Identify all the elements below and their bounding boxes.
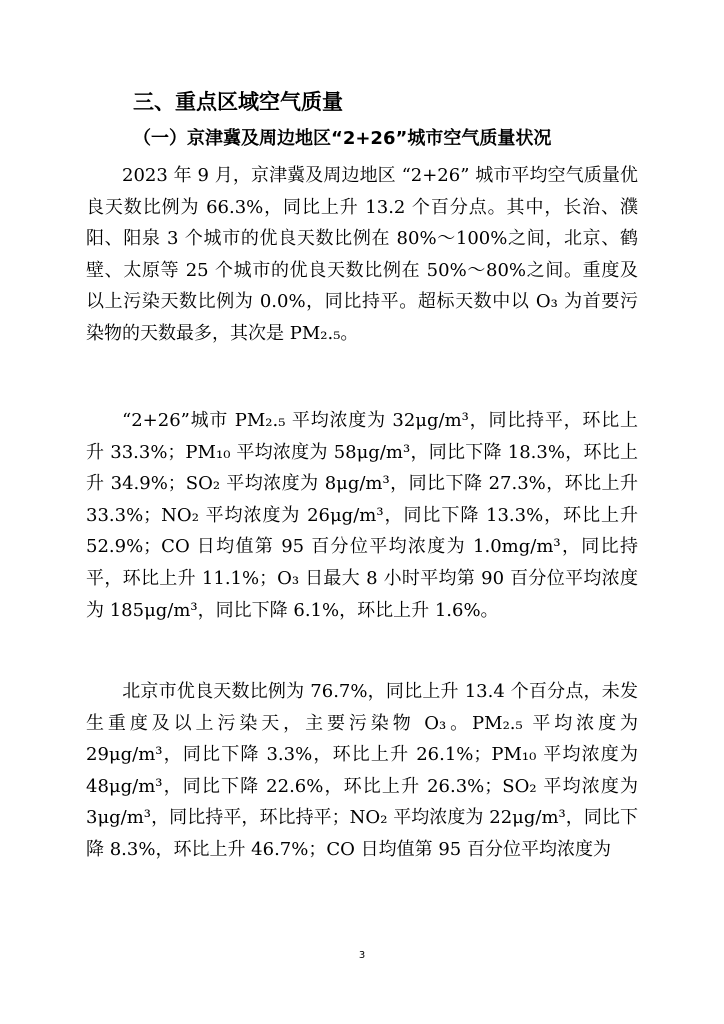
- subsection-heading: （一）京津冀及周边地区“2+26”城市空气质量状况: [133, 128, 552, 149]
- paragraph-overview: [86, 160, 638, 350]
- paragraph-concentrations: [86, 405, 638, 626]
- paragraph-beijing-text: 北京市优良天数比例为 76.7%，同比上升 13.4 个百分点，未发生重度及以上污染天，主要污染物 O₃。PM₂.₅ 平均浓度为 29μg/m³，同比下降 3.3%，环比上升 26.1%；PM₁₀ 平均浓度为 48μg/m³，同比下降 22.6%，环比上升 26.3%；SO₂ 平均浓度为 3μg/m³，同比持平，环比持平；NO₂ 平均浓度为 22μg/m³，同比下降 8.3%，环比上升 46.7%；CO 日均值第 95 百分位平均浓度为: [86, 681, 638, 860]
- section-heading: 三、重点区域空气质量: [133, 90, 343, 114]
- page-number: 3: [358, 950, 366, 961]
- paragraph-beijing: [86, 676, 638, 866]
- paragraph-concentrations-text: “2+26”城市 PM₂.₅ 平均浓度为 32μg/m³，同比持平，环比上升 33.3%；PM₁₀ 平均浓度为 58μg/m³，同比下降 18.3%，环比上升 34.9%；SO₂ 平均浓度为 8μg/m³，同比下降 27.3%，环比上升 33.3%；NO₂ 平均浓度为 26μg/m³，同比下降 13.3%，环比上升 52.9%；CO 日均值第 95 百分位平均浓度为 1.0mg/m³，同比持平，环比上升 11.1%；O₃ 日最大 8 小时平均第 90 百分位平均浓度为 185μg/m³，同比下降 6.1%，环比上升 1.6%。: [86, 410, 638, 621]
- paragraph-overview-text: 2023 年 9 月，京津冀及周边地区 “2+26” 城市平均空气质量优良天数比例为 66.3%，同比上升 13.2 个百分点。其中，长治、濮阳、阳泉 3 个城市的优良天数比例在 80%～100%之间，北京、鹤壁、太原等 25 个城市的优良天数比例在 50%～80%之间。重度及以上污染天数比例为 0.0%，同比持平。超标天数中以 O₃ 为首要污染物的天数最多，其次是 PM₂.₅。: [86, 165, 638, 344]
